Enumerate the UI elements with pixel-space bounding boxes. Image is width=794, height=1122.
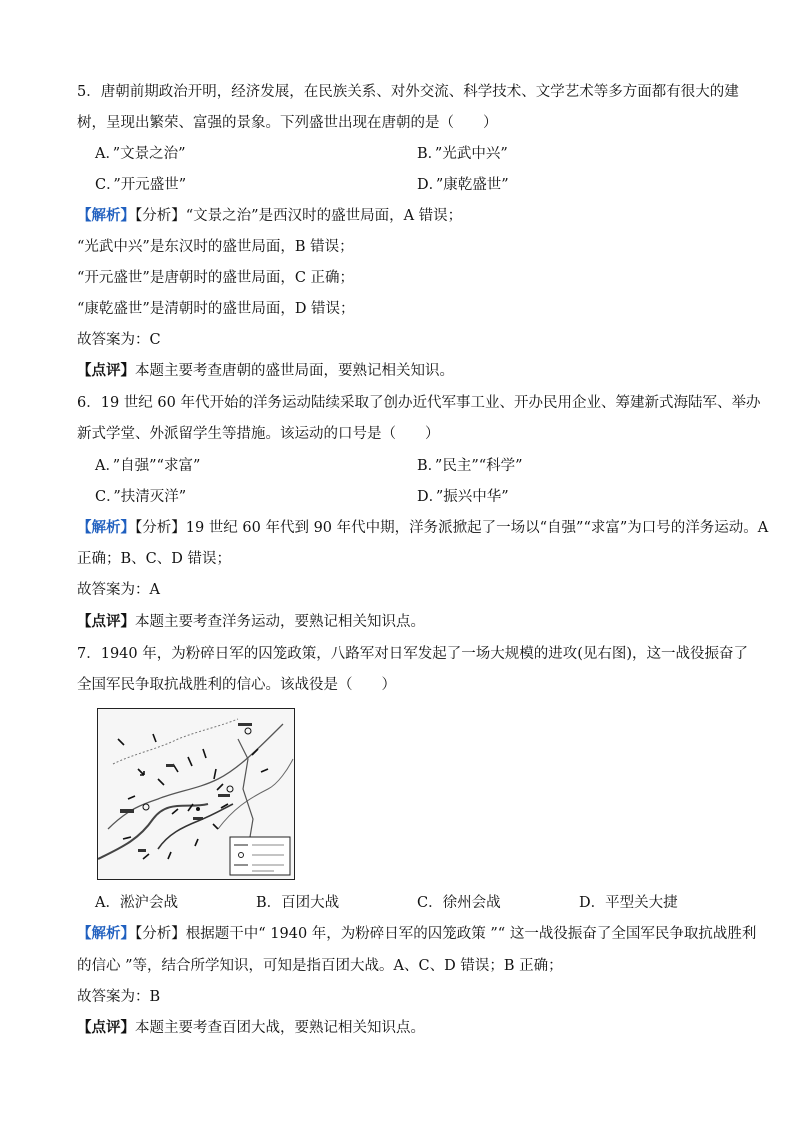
q7-stem-line1: 7．1940 年，为粉碎日军的囚笼政策，八路军对日军发起了一场大规模的进攻(见右图)，这一战役振奋了 bbox=[77, 646, 749, 662]
q5-comment-text: 本题主要考查唐朝的盛世局面，要熟记相关知识。 bbox=[135, 363, 454, 379]
q6-answer: 故答案为：A bbox=[77, 582, 160, 598]
q7-comment-tag: 【点评】 bbox=[77, 1019, 135, 1036]
q5-stem-line1: 5．唐朝前期政治开明，经济发展，在民族关系、对外交流、科学技术、文学艺术等多方面都有很大的建 bbox=[77, 84, 739, 100]
q5-answer: 故答案为：C bbox=[77, 332, 161, 348]
q7-option-c: C．徐州会战 bbox=[417, 895, 501, 911]
q5-option-c: C．”开元盛世” bbox=[95, 177, 187, 193]
q5-option-b: B．”光武中兴” bbox=[417, 146, 508, 162]
q6-option-b: B．”民主”“科学” bbox=[417, 458, 523, 474]
q5-option-a: A．”文景之治” bbox=[95, 146, 186, 162]
q5-analysis-line3: “开元盛世”是唐朝时的盛世局面，C 正确； bbox=[77, 270, 355, 286]
q6-analysis-line2: 正确；B、C、D 错误； bbox=[77, 551, 231, 567]
q5-comment bbox=[77, 361, 454, 381]
q7-analysis-line1 bbox=[77, 924, 756, 944]
battle-map-drawing bbox=[98, 709, 294, 879]
q6-comment-tag: 【点评】 bbox=[77, 613, 135, 630]
q6-option-a: A．”自强”“求富” bbox=[95, 458, 201, 474]
q6-option-d: D．”振兴中华” bbox=[417, 489, 509, 505]
q5-analysis-line1 bbox=[77, 206, 462, 226]
q5-analysis-line2: “光武中兴”是东汉时的盛世局面，B 错误； bbox=[77, 239, 354, 255]
q7-stem-line2: 全国军民争取抗战胜利的信心。该战役是（ ） bbox=[77, 677, 396, 693]
q6-option-c: C．”扶清灭洋” bbox=[95, 489, 187, 505]
q7-analysis-tag: 【解析】 bbox=[77, 925, 135, 942]
q7-answer: 故答案为：B bbox=[77, 989, 161, 1005]
q7-option-b: B．百团大战 bbox=[256, 895, 340, 911]
q5-analysis-text: 【分析】“文景之治”是西汉时的盛世局面，A 错误； bbox=[135, 208, 463, 224]
q7-analysis-text: 【分析】根据题干中“ 1940 年，为粉碎日军的囚笼政策 ”“ 这一战役振奋了全国军民争取抗战胜利 bbox=[135, 926, 757, 942]
q5-option-d: D．”康乾盛世” bbox=[417, 177, 509, 193]
q6-analysis-text: 【分析】19 世纪 60 年代到 90 年代中期，洋务派掀起了一场以“自强”“求富”为口号的洋务运动。A bbox=[135, 520, 769, 536]
q6-analysis-line1 bbox=[77, 518, 768, 538]
q6-comment bbox=[77, 612, 425, 632]
q7-comment bbox=[77, 1018, 425, 1038]
q6-stem-line2: 新式学堂、外派留学生等措施。该运动的口号是（ ） bbox=[77, 426, 440, 442]
q6-analysis-tag: 【解析】 bbox=[77, 519, 135, 536]
q6-stem-line1: 6．19 世纪 60 年代开始的洋务运动陆续采取了创办近代军事工业、开办民用企业、筹建新式海陆军、举办 bbox=[77, 395, 761, 411]
q7-option-d: D．平型关大捷 bbox=[579, 895, 678, 911]
q7-option-a: A．淞沪会战 bbox=[95, 895, 178, 911]
q7-analysis-line2: 的信心 ”等，结合所学知识，可知是指百团大战。A、C、D 错误；B 正确； bbox=[77, 958, 563, 974]
q5-comment-tag: 【点评】 bbox=[77, 362, 135, 379]
q5-stem-line2: 树，呈现出繁荣、富强的景象。下列盛世出现在唐朝的是（ ） bbox=[77, 115, 498, 131]
q5-analysis-tag: 【解析】 bbox=[77, 207, 135, 224]
battle-map-figure bbox=[97, 708, 295, 880]
q6-comment-text: 本题主要考查洋务运动，要熟记相关知识点。 bbox=[135, 614, 425, 630]
q7-comment-text: 本题主要考查百团大战，要熟记相关知识点。 bbox=[135, 1020, 425, 1036]
q5-analysis-line4: “康乾盛世”是清朝时的盛世局面，D 错误； bbox=[77, 301, 355, 317]
